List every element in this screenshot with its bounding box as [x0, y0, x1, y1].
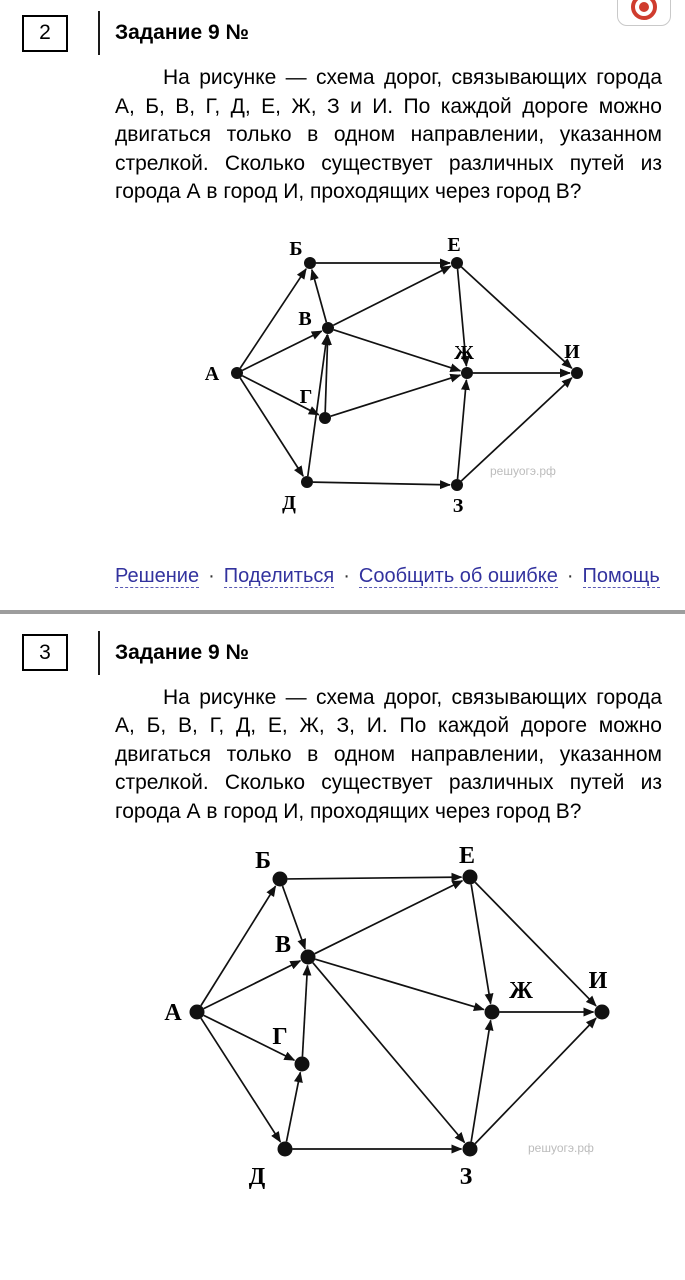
task-title-text: Задание 9 №: [115, 21, 249, 44]
road-edge-Г-В: [302, 966, 307, 1057]
road-edge-А-Д: [240, 378, 303, 476]
city-label-А: А: [204, 362, 220, 385]
lifebuoy-icon: [631, 0, 657, 20]
road-edge-Е-И: [475, 883, 596, 1007]
link-solution[interactable]: Решение: [115, 564, 200, 587]
link-share[interactable]: Поделиться: [223, 564, 335, 587]
city-label-А: А: [164, 1000, 182, 1027]
city-node-Д: [301, 476, 313, 488]
road-graph-image: [190, 225, 660, 525]
city-node-В: [322, 322, 334, 334]
task-content: [115, 64, 662, 592]
task-title: [115, 641, 297, 665]
watermark-text: решуогэ.рф: [528, 1141, 594, 1156]
road-edge-А-В: [242, 331, 321, 370]
city-label-Д: Д: [248, 1164, 266, 1191]
redacted-task-id: [249, 25, 297, 39]
city-node-Ж: [485, 1005, 500, 1020]
road-map-figure: [190, 225, 662, 525]
city-node-В: [301, 950, 316, 965]
link-separator: ·: [566, 564, 574, 587]
city-label-И: И: [588, 968, 608, 995]
road-edge-В-Е: [333, 266, 450, 325]
link-separator: ·: [343, 564, 350, 587]
city-node-А: [190, 1005, 205, 1020]
city-label-В: В: [298, 307, 312, 330]
road-edge-З-Ж: [458, 380, 467, 479]
city-label-З: З: [452, 494, 464, 517]
link-report-error[interactable]: Сообщить об ошибке: [358, 564, 558, 587]
road-edge-В-Ж: [315, 960, 484, 1010]
city-node-Б: [304, 257, 316, 269]
city-node-Е: [451, 257, 463, 269]
road-edge-Г-Ж: [331, 375, 461, 416]
city-label-Е: Е: [458, 843, 476, 870]
road-edge-А-Д: [201, 1019, 280, 1143]
city-label-В: В: [274, 932, 292, 959]
city-label-И: И: [564, 340, 580, 363]
task-links: [115, 561, 660, 592]
task-number-box[interactable]: 3: [22, 634, 68, 671]
city-label-Ж: Ж: [509, 978, 533, 1005]
city-node-Г: [319, 412, 331, 424]
task-header: [0, 630, 685, 676]
city-node-Б: [273, 872, 288, 887]
road-graph-image: [160, 832, 680, 1212]
city-label-Г: Г: [272, 1024, 288, 1051]
task-title-text: Задание 9 №: [115, 640, 249, 664]
task-text: На рисунке — схема дорог, связывающих города А, Б, В, Г, Д, Е, Ж, З, И. По каждой дороге можно двигаться только в одном направлении, указанном стрелкой. Сколько существует различных путей из города А в город И, проходящих через город В?: [115, 685, 662, 823]
road-edge-А-В: [204, 961, 301, 1009]
city-label-Ж: Ж: [454, 341, 474, 364]
road-edge-В-Е: [315, 881, 463, 954]
city-label-Е: Е: [447, 233, 461, 256]
link-separator: ·: [208, 564, 215, 587]
road-edge-В-Ж: [334, 330, 461, 371]
road-edge-Е-И: [461, 267, 571, 368]
road-edge-Б-Е: [287, 878, 461, 880]
city-node-И: [595, 1005, 610, 1020]
watermark-text: решуогэ.рф: [490, 463, 556, 478]
city-node-Д: [278, 1142, 293, 1157]
city-node-З: [463, 1142, 478, 1157]
city-node-Г: [295, 1057, 310, 1072]
road-edge-Д-Г: [286, 1073, 300, 1142]
road-edge-Д-З: [313, 482, 450, 485]
help-widget[interactable]: [617, 0, 671, 26]
task-text: На рисунке — схема дорог, связывающих города А, Б, В, Г, Д, Е, Ж, З и И. По каждой дороге можно двигаться только в одном направлении, указанном стрелкой. Сколько существует различных путей из города А в город И, проходящих через город В?: [115, 66, 662, 204]
road-edge-А-Б: [201, 887, 276, 1006]
task-number-box[interactable]: 2: [22, 15, 68, 52]
task-title: [115, 21, 297, 45]
city-node-А: [231, 367, 243, 379]
city-label-Б: Б: [289, 237, 303, 260]
city-label-Г: Г: [299, 385, 313, 408]
road-edge-З-И: [475, 1019, 596, 1144]
city-node-И: [571, 367, 583, 379]
road-edge-В-З: [313, 963, 465, 1143]
city-node-Ж: [461, 367, 473, 379]
city-node-З: [451, 479, 463, 491]
header-divider-line: [98, 631, 100, 675]
city-label-З: З: [459, 1164, 473, 1191]
city-label-Б: Б: [255, 848, 271, 875]
road-edge-А-Б: [240, 269, 306, 368]
city-node-Е: [463, 870, 478, 885]
road-edge-В-Б: [312, 269, 327, 321]
road-edge-Е-Ж: [471, 885, 490, 1004]
task-header: [0, 10, 685, 56]
redacted-task-id: [249, 645, 297, 659]
task-card-3: [0, 614, 685, 1213]
task-card-2: [0, 0, 685, 592]
link-help[interactable]: Помощь: [582, 564, 660, 587]
task-content: [115, 684, 662, 1213]
road-edge-З-Ж: [471, 1021, 490, 1142]
header-divider-line: [98, 11, 100, 55]
road-map-figure: [160, 832, 662, 1212]
city-label-Д: Д: [282, 491, 296, 514]
